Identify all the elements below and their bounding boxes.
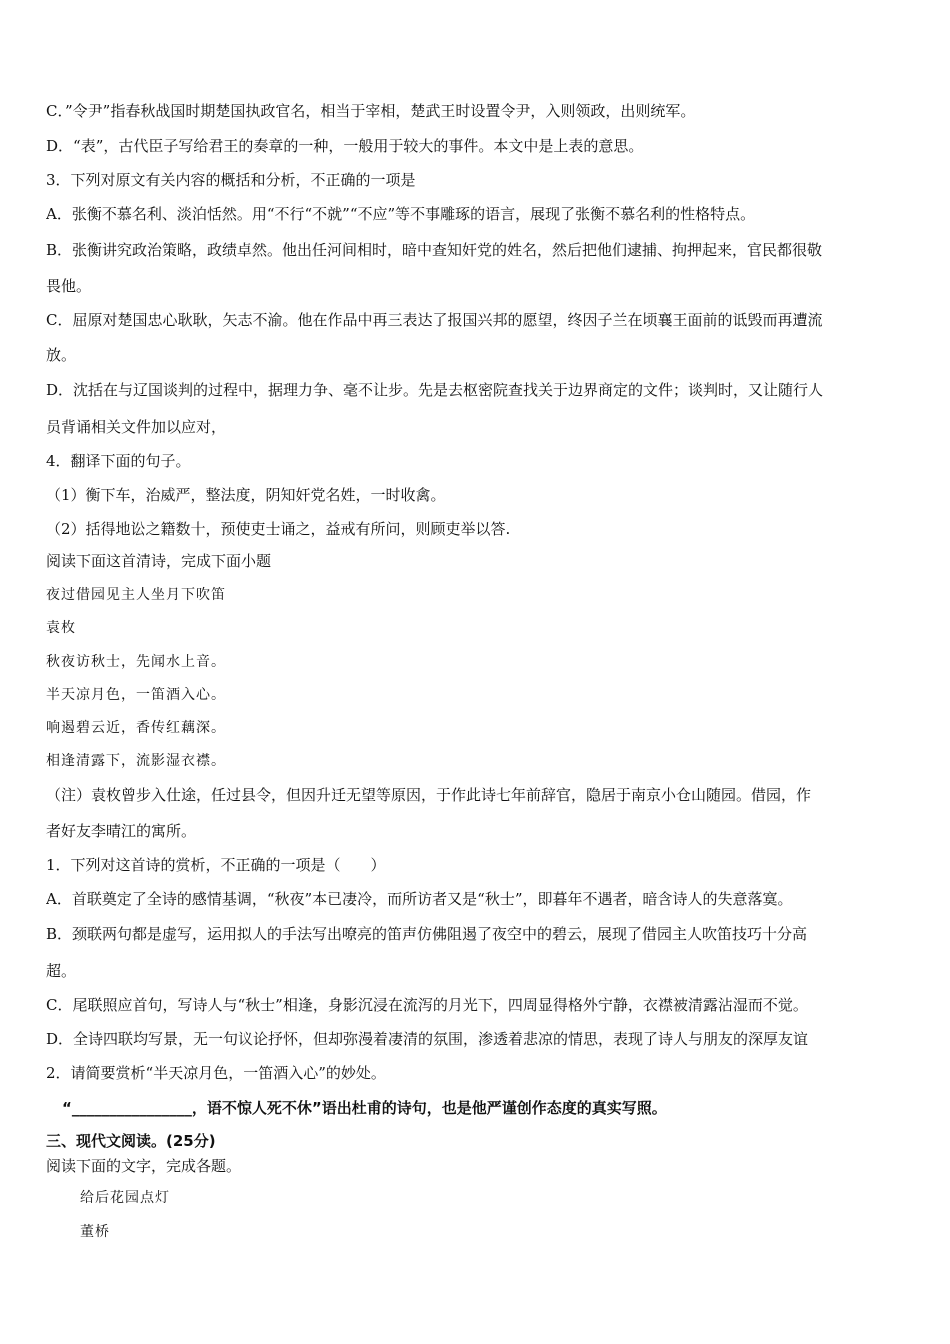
poem-instruction: 阅读下面这首清诗，完成下面小题 bbox=[46, 552, 272, 570]
question-4-item-2: （2）括得地讼之籍数十，预使吏士诵之，益戒有所问，则顾吏举以答. bbox=[46, 520, 511, 538]
reading-instruction: 阅读下面的文字，完成各题。 bbox=[46, 1157, 242, 1175]
poem-line-2: 半天凉月色，一笛酒入心。 bbox=[46, 687, 226, 703]
section-heading-modern-reading: 三、现代文阅读。(25分) bbox=[46, 1132, 216, 1150]
poem-line-1: 秋夜访秋士，先闻水上音。 bbox=[46, 654, 226, 670]
poem-question-1-option-d: D．全诗四联均写景，无一句议论抒怀，但却弥漫着凄清的氛围，渗透着悲凉的情思，表现了诗人与朋友的深厚友谊 bbox=[46, 1030, 809, 1048]
question-3-option-c-cont: 放。 bbox=[46, 346, 77, 364]
question-3-option-b: B．张衡讲究政治策略，政绩卓然。他出任河间相时，暗中查知奸党的姓名，然后把他们逮捕、拘押起来，官民都很敬 bbox=[46, 241, 823, 259]
poem-question-1-option-b-cont: 超。 bbox=[46, 962, 77, 980]
poem-note-cont: 者好友李晴江的寓所。 bbox=[46, 822, 197, 840]
poem-question-1-option-c: C．尾联照应首句，写诗人与“秋士”相逢，身影沉浸在流泻的月光下，四周显得格外宁静，衣襟被清露沾湿而不觉。 bbox=[46, 996, 808, 1014]
question-3: 3．下列对原文有关内容的概括和分析，不正确的一项是 bbox=[46, 171, 416, 189]
poem-author: 袁枚 bbox=[46, 620, 76, 636]
poem-note: （注）袁枚曾步入仕途，任过县令，但因升迁无望等原因，于作此诗七年前辞官，隐居于南京小仓山随园。借园，作 bbox=[46, 786, 812, 804]
option-c-lingyin: C．”令尹”指春秋战国时期楚国执政官名，相当于宰相，楚武王时设置令尹，入则领政，出则统军。 bbox=[46, 102, 696, 120]
poem-question-1-option-b: B．颈联两句都是虚写，运用拟人的手法写出嘹亮的笛声仿佛阻遏了夜空中的碧云，展现了借园主人吹笛技巧十分高 bbox=[46, 925, 808, 943]
option-d-biao: D．“表”，古代臣子写给君王的奏章的一种，一般用于较大的事件。本文中是上表的意思。 bbox=[46, 137, 644, 155]
poem-question-1: 1．下列对这首诗的赏析，不正确的一项是（ ） bbox=[46, 856, 386, 874]
poem-line-4: 相逢清露下，流影湿衣襟。 bbox=[46, 753, 226, 769]
poem-line-3: 响遏碧云近，香传红藕深。 bbox=[46, 720, 226, 736]
poem-question-2: 2．请简要赏析“半天凉月色，一笛酒入心”的妙处。 bbox=[46, 1064, 386, 1082]
article-author: 董桥 bbox=[80, 1224, 110, 1240]
question-3-option-c: C．屈原对楚国忠心耿耿，矢志不渝。他在作品中再三表达了报国兴邦的愿望，终因子兰在顷襄王面前的诋毁而再遭流 bbox=[46, 311, 823, 329]
question-3-option-b-cont: 畏他。 bbox=[46, 277, 92, 295]
poem-title: 夜过借园见主人坐月下吹笛 bbox=[46, 587, 226, 603]
poem-question-1-option-a: A．首联奠定了全诗的感情基调，“秋夜”本已凄冷，而所访者又是“秋士”，即暮年不遇者，暗含诗人的失意落寞。 bbox=[46, 890, 793, 908]
question-3-option-d: D．沈括在与辽国谈判的过程中，据理力争、毫不让步。先是去枢密院查找关于边界商定的文件；谈判时，又让随行人 bbox=[46, 381, 824, 399]
article-title: 给后花园点灯 bbox=[80, 1190, 170, 1206]
question-4: 4．翻译下面的句子。 bbox=[46, 452, 191, 470]
question-3-option-d-cont: 员背诵相关文件加以应对， bbox=[46, 418, 227, 436]
question-4-item-1: （1）衡下车，治威严，整法度，阴知奸党名姓，一时收禽。 bbox=[46, 486, 446, 504]
question-3-option-a: A．张衡不慕名利、淡泊恬然。用“不行“不就”“不应”等不事雕琢的语言，展现了张衡不慕名利的性格特点。 bbox=[46, 205, 756, 223]
fill-in-blank-question: “________________，语不惊人死不休”语出杜甫的诗句，也是他严谨创作态度的真实写照。 bbox=[62, 1099, 667, 1117]
